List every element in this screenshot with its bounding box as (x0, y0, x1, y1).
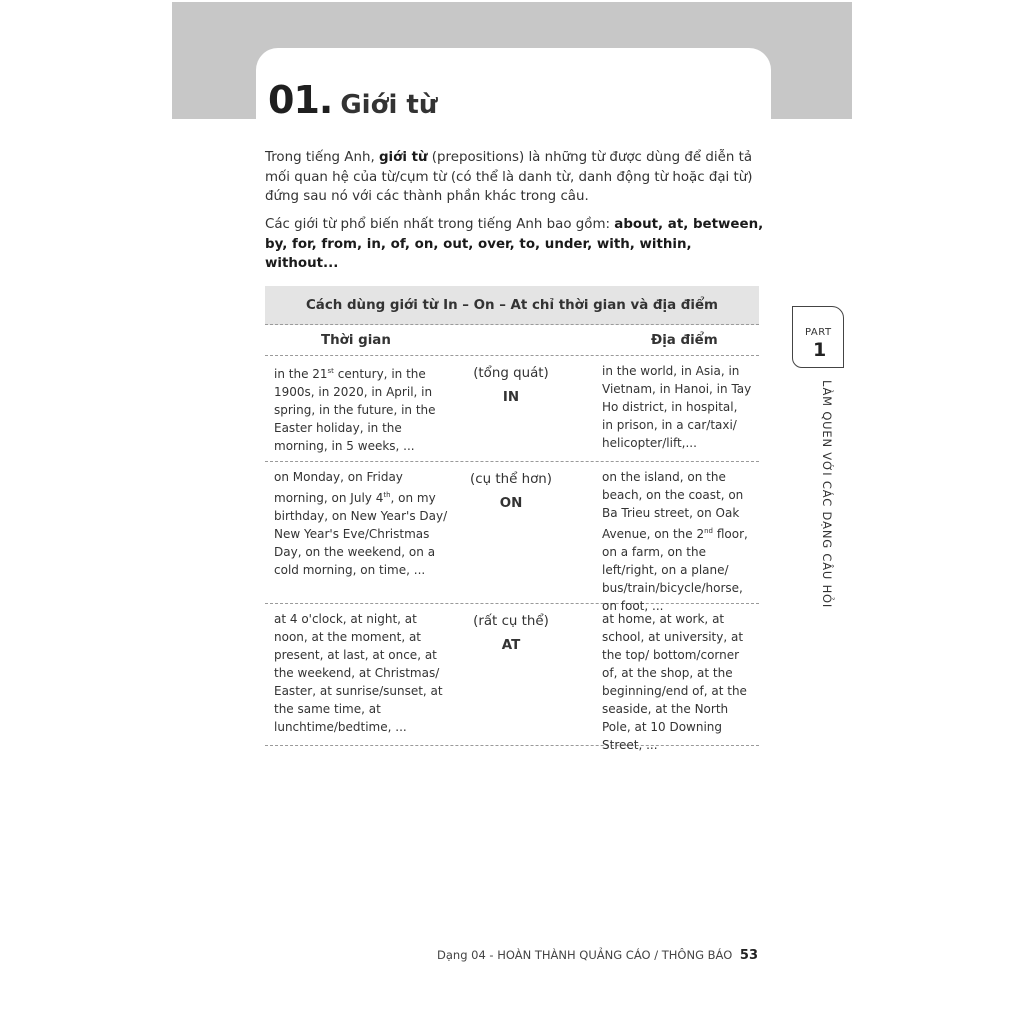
book-page (172, 2, 852, 1024)
title-text: Giới từ (340, 90, 438, 120)
table-row (265, 604, 759, 752)
column-header-place: Địa điểm (651, 333, 718, 348)
superscript: nd (704, 527, 714, 535)
scope-label: (cụ thể hơn) (470, 472, 552, 487)
superscript: st (327, 367, 334, 375)
place-cell: in the world, in Asia, in Vietnam, in Hanoi, in Tay Ho district, in hospital, in prison, in a car/taxi/ helicopter/lift,... (602, 364, 752, 450)
time-text: century, in the 1900s, in 2020, in April, in spring, in the future, in the Easter holiday, in the morning, in 5 weeks, ... (274, 367, 436, 453)
page-title (268, 78, 437, 122)
page-footer (437, 948, 758, 963)
preposition-cell (465, 468, 557, 516)
intro-text: Các giới từ phổ biến nhất trong tiếng Anh bao gồm: (265, 217, 615, 232)
prepositions-table (265, 286, 759, 752)
superscript: th (383, 491, 391, 499)
page-number: 53 (739, 948, 758, 963)
place-cell: at home, at work, at school, at university, at the top/ bottom/corner of, at the shop, at the beginning/end of, at the seaside, at the North Pole, at 10 Downing Street, ... (602, 612, 747, 752)
section-vertical-title: LÀM QUEN VỚI CÁC DẠNG CÂU HỎI (820, 380, 834, 609)
title-number: 01. (268, 78, 333, 122)
table-row (265, 356, 759, 462)
place-cell (602, 468, 752, 615)
scope-label: (rất cụ thể) (473, 614, 549, 629)
preposition-cell (465, 362, 557, 410)
part-number: 1 (813, 339, 827, 361)
part-label: PART (805, 327, 832, 338)
place-text: on the island, on the beach, on the coast, on Ba Trieu street, on Oak Avenue, on the 2 (602, 470, 744, 541)
intro-bold-term: giới từ (378, 150, 428, 165)
time-text: , on my birthday, on New Year's Day/ New Year's Eve/Christmas Day, on the weekend, on a cold morning, on time, ... (274, 491, 448, 577)
preposition-word: ON (499, 496, 523, 511)
time-text: on Monday, on Friday morning, on July 4 (274, 470, 403, 505)
table-header-row (265, 325, 759, 356)
preposition-word: IN (502, 390, 520, 405)
time-cell (274, 362, 449, 455)
prepositions-list: about, at, between, by, for, from, in, of, on, out, over, to, under, with, within, without... (265, 217, 764, 272)
time-cell: at 4 o'clock, at night, at noon, at the moment, at present, at last, at once, at the weekend, at Christmas/ Easter, at sunrise/sunset, at the same time, at lunchtime/bedtime, ... (274, 612, 443, 734)
footer-text: Dạng 04 - HOÀN THÀNH QUẢNG CÁO / THÔNG BÁO (437, 948, 733, 962)
preposition-cell (465, 610, 557, 658)
intro-text: Trong tiếng Anh, (265, 150, 379, 165)
scope-label: (tổng quát) (473, 366, 549, 381)
place-text: floor, on a farm, on the left/right, on a plane/ bus/train/bicycle/horse, on foot, ... (602, 527, 748, 613)
time-text: in the 21 (274, 367, 328, 381)
preposition-word: AT (501, 638, 521, 653)
table-caption: Cách dùng giới từ In – On – At chỉ thời gian và địa điểm (265, 286, 759, 325)
intro-paragraph-2 (265, 215, 765, 274)
time-cell (274, 468, 449, 579)
column-header-time: Thời gian (321, 333, 391, 348)
intro-paragraph-1 (265, 148, 765, 207)
intro-text: (prepositions) là những từ được dùng để diễn tả mối quan hệ của từ/cụm từ (có thể là danh từ, danh động từ hoặc đại từ) đứng sau nó với các thành phần khác trong câu. (265, 150, 753, 205)
table-row (265, 462, 759, 613)
